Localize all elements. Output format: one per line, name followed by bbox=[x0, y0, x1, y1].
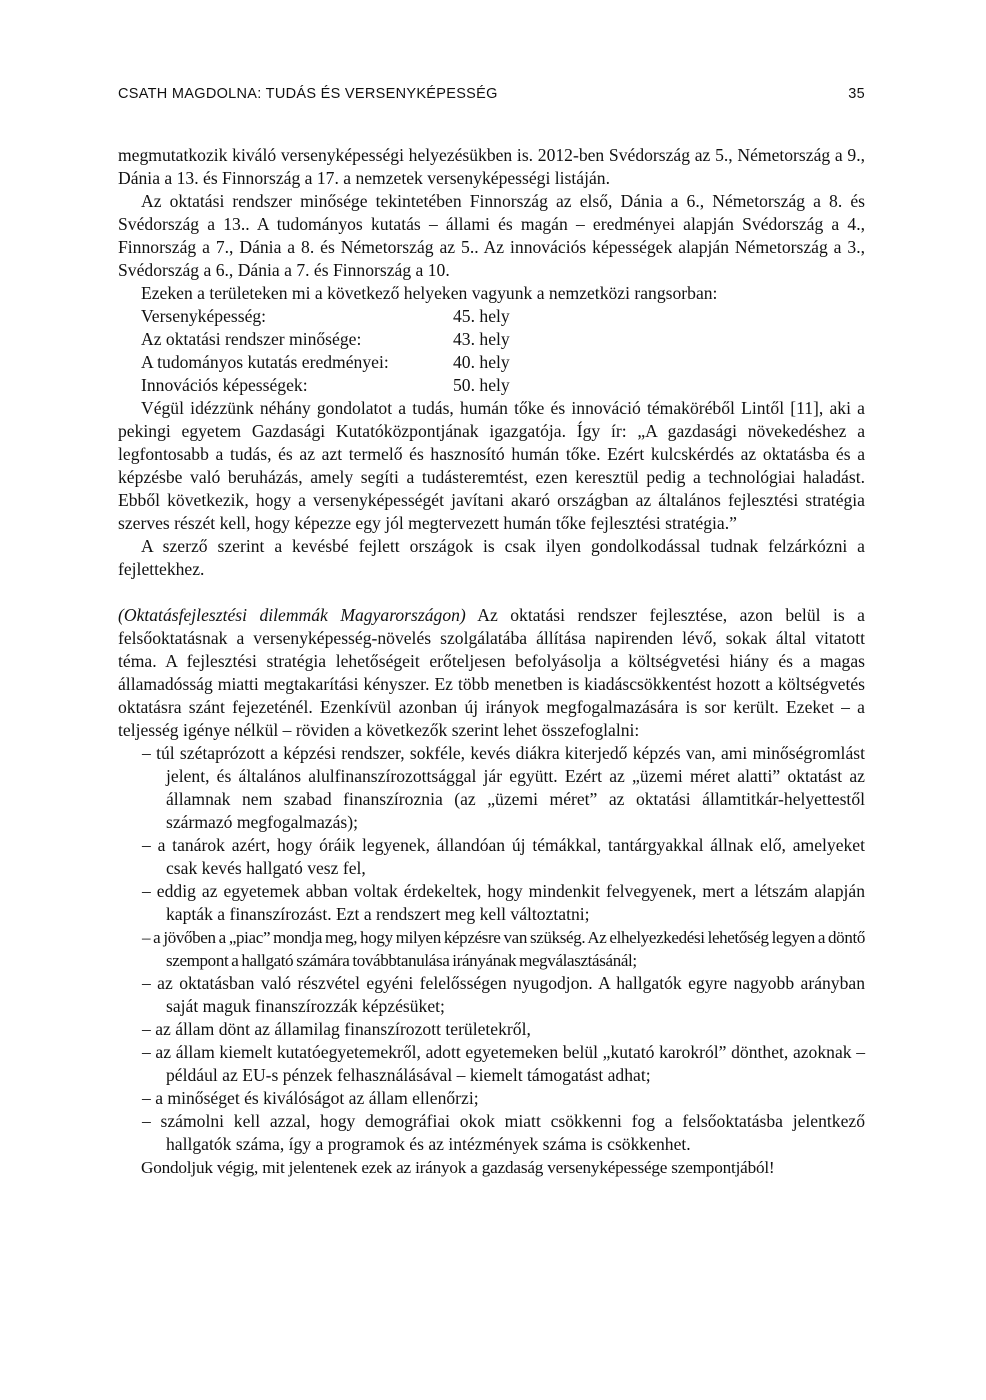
ranking-table bbox=[118, 305, 865, 397]
dash-list bbox=[118, 742, 865, 1156]
paragraph-oktatasi-rendszer: Az oktatási rendszer minősége tekintetében Finnország az első, Dánia a 6., Németország a 8. és Svédország a 13.. A tudományos kutatás – állami és magán – eredményei alapján Svédország a 4., Finnország a 7., Dánia a 8. és Németország az 5.. Az innovációs képességek alapján Németország a 3., Svédország a 6., Dánia a 7. és Finnország a 10. bbox=[118, 191, 865, 280]
ranking-value: 50. hely bbox=[453, 375, 510, 395]
ranking-label: A tudományos kutatás eredményei: bbox=[141, 352, 389, 372]
closing-sentence: Gondoljuk végig, mit jelentenek ezek az irányok a gazdaság versenyképessége szempontjából! bbox=[141, 1158, 775, 1177]
list-item: – a tanárok azért, hogy óráik legyenek, állandóan új témákkal, tantárgyakkal állnak elő, amelyeket csak kevés hallgató vesz fel, bbox=[142, 835, 865, 878]
list-item: – az állam kiemelt kutatóegyetemekről, adott egyetemeken belül „kutató karokról” dönthet, azoknak – például az EU-s pénzek felhasználásával – kiemelt támogatást adhat; bbox=[142, 1042, 865, 1085]
list-item: – eddig az egyetemek abban voltak érdekeltek, hogy mindenkit felvegyenek, mert a létszám alapján kapták a finanszírozást. Ezt a rendszert meg kell változtatni; bbox=[142, 881, 865, 924]
paragraph-dilemmak bbox=[118, 604, 865, 742]
ranking-row bbox=[118, 351, 865, 374]
ranking-value: 45. hely bbox=[453, 306, 510, 326]
list-item: – túl szétaprózott a képzési rendszer, sokféle, kevés diákra kiterjedő képzés van, ami minőségromlást jelent, és általános alulfinanszírozottsággal jár együtt. Ezért az „üzemi méret alatti” oktatást az államnak nem szabad finanszíroznia (az „üzemi méret” az oktatási államtitkár-helyettestől származó megfogalmazás); bbox=[142, 743, 865, 832]
ranking-row bbox=[118, 305, 865, 328]
list-item: – az oktatásban való részvétel egyéni felelősségen nyugodjon. A hallgatók egyre nagyobb arányban saját maguk finanszírozzák képzésüket; bbox=[142, 973, 865, 1016]
ranking-label: Innovációs képességek: bbox=[141, 375, 308, 395]
paragraph-gap bbox=[118, 581, 865, 604]
page-number: 35 bbox=[848, 86, 865, 102]
list-item: – az állam dönt az államilag finanszírozott területekről, bbox=[142, 1019, 531, 1039]
paragraph-felzarkozas: A szerző szerint a kevésbé fejlett országok is csak ilyen gondolkodással tudnak felzárkózni a fejlettekhez. bbox=[118, 536, 865, 579]
paragraph-lin-idezet: Végül idézzünk néhány gondolatot a tudás, humán tőke és innováció témaköréből Lintől [11], aki a pekingi egyetem Gazdasági Kutatóközpontjának igazgatója. Így ír: „A gazdasági növekedéshez a legfontosabb a tudás, és az azt termelő és hasznosító humán tőke. Ezért kulcskérdés az oktatásba és a képzésbe való beruházás, amely segíti a tudásteremtést, ezen keresztül pedig a technológiai haladást. Ebből következik, hogy a versenyképességét javítani akaró országban az általános fejlesztési stratégia szerves részét kell, hogy képezze egy jól megtervezett humán tőke fejlesztési stratégia.” bbox=[118, 398, 865, 533]
body-text bbox=[118, 144, 865, 1179]
list-item: – a minőséget és kiválóságot az állam ellenőrzi; bbox=[142, 1088, 479, 1108]
ranking-label: Versenyképesség: bbox=[141, 306, 267, 326]
ranking-label: Az oktatási rendszer minősége: bbox=[141, 329, 362, 349]
section-body: Az oktatási rendszer fejlesztése, azon belül is a felsőoktatásnak a versenyképesség-növelés szolgálatába állítása napirenden lévő, sokak által vitatott téma. A fejlesztési stratégia lehetőségeit erőteljesen befolyásolja a költségvetési hiány és a magas államadósság miatti megtakarítási kényszer. Ez több menetben is kiadáscsökkentést hozott a költségvetés oktatásra szánt fejezeténél. Ezenkívül azonban új irányok megfogalmazására is sor került. Ezeket – a teljesség igénye nélkül – röviden a következők szerint lehet összefoglalni: bbox=[118, 605, 865, 740]
ranking-value: 40. hely bbox=[453, 352, 510, 372]
list-item: – a jövőben a „piac” mondja meg, hogy milyen képzésre van szükség. Az elhelyezkedési lehetőség legyen a döntő szempont a hallgató számára továbbtanulása irányának megválasztásánál; bbox=[142, 928, 865, 970]
ranking-value: 43. hely bbox=[453, 329, 510, 349]
list-item: – számolni kell azzal, hogy demográfiai okok miatt csökkenni fog a felsőoktatásba jelentkező hallgatók száma, így a programok és az intézmények száma is csökkenhet. bbox=[142, 1111, 865, 1154]
section-heading: (Oktatásfejlesztési dilemmák Magyarországon) bbox=[118, 605, 466, 625]
paragraph-rangsor-intro: Ezeken a területeken mi a következő helyeken vagyunk a nemzetközi rangsorban: bbox=[141, 283, 718, 303]
running-header bbox=[118, 86, 865, 108]
ranking-row bbox=[118, 328, 865, 351]
ranking-row bbox=[118, 374, 865, 397]
running-title: CSATH MAGDOLNA: TUDÁS ÉS VERSENYKÉPESSÉG bbox=[118, 86, 498, 102]
paragraph-continuation: megmutatkozik kiváló versenyképességi helyezésükben is. 2012-ben Svédország az 5., Németország a 9., Dánia a 13. és Finnország a 17. a nemzetek versenyképességi listáján. bbox=[118, 145, 865, 188]
